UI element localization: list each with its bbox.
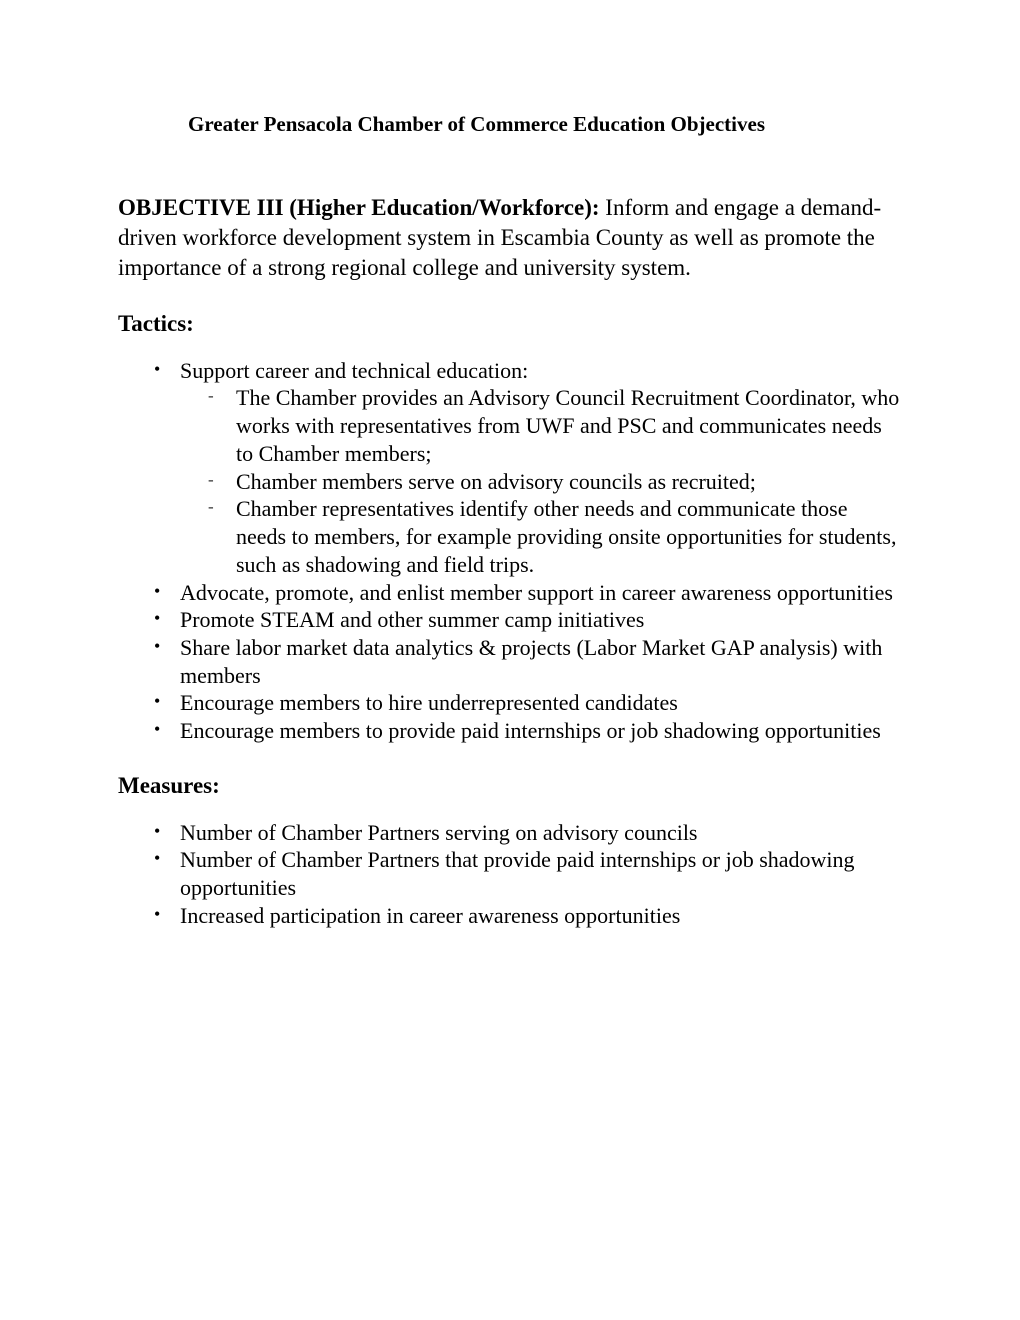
list-item — [118, 846, 902, 901]
list-item-text: Encourage members to provide paid internships or job shadowing opportunities — [180, 718, 881, 744]
list-item-text: Number of Chamber Partners that provide paid internships or job shadowing opportunities — [180, 847, 855, 901]
dash-icon: - — [208, 497, 214, 517]
sub-list-item-text: Chamber representatives identify other needs and communicate those needs to members, for example providing onsite opportunities for students, such as shadowing and field trips. — [236, 496, 897, 577]
list-item — [118, 634, 902, 689]
sub-list-item — [180, 495, 902, 578]
bullet-icon: • — [154, 608, 161, 629]
bullet-icon: • — [154, 719, 161, 740]
list-item — [118, 902, 902, 930]
spacer — [118, 283, 902, 309]
bullet-icon: • — [154, 848, 161, 869]
tactics-list — [118, 357, 902, 745]
list-item-text: Encourage members to hire underrepresented candidates — [180, 690, 678, 716]
sub-list-item-text: Chamber members serve on advisory councils as recruited; — [236, 468, 756, 494]
list-item — [118, 689, 902, 717]
list-item-text: Increased participation in career awareness opportunities — [180, 902, 681, 928]
bullet-icon: • — [154, 691, 161, 712]
spacer — [118, 137, 902, 193]
objective-body: Inform and engage a demand-driven workforce development system in Escambia County as well as promote the importance of a strong regional college and university system. — [118, 195, 882, 280]
list-item-text: Support career and technical education: — [180, 357, 529, 383]
list-item — [118, 357, 902, 579]
list-item — [118, 717, 902, 745]
tactics-sublist — [180, 384, 902, 578]
objective-paragraph — [118, 193, 902, 283]
bullet-icon: • — [154, 903, 161, 924]
list-item-text: Promote STEAM and other summer camp initiatives — [180, 607, 645, 633]
tactics-heading: Tactics: — [118, 310, 194, 336]
list-item-text: Number of Chamber Partners serving on advisory councils — [180, 819, 698, 845]
spacer — [118, 745, 902, 771]
list-item — [118, 606, 902, 634]
page-title: Greater Pensacola Chamber of Commerce Education Objectives — [188, 112, 765, 136]
dash-icon: - — [208, 469, 214, 489]
sub-list-item — [180, 468, 902, 496]
dash-icon: - — [208, 386, 214, 406]
sub-list-item-text: The Chamber provides an Advisory Council Recruitment Coordinator, who works with representatives from UWF and PSC and communicates needs to Chamber members; — [236, 385, 900, 466]
list-item-text: Advocate, promote, and enlist member support in career awareness opportunities — [180, 579, 893, 605]
sub-list-item — [180, 384, 902, 467]
bullet-icon: • — [154, 580, 161, 601]
measures-heading: Measures: — [118, 772, 220, 798]
bullet-icon: • — [154, 820, 161, 841]
list-item — [118, 579, 902, 607]
objective-label: OBJECTIVE III (Higher Education/Workforce): — [118, 195, 600, 221]
measures-list — [118, 819, 902, 930]
bullet-icon: • — [154, 635, 161, 656]
bullet-icon: • — [154, 358, 161, 379]
spacer — [118, 339, 902, 357]
spacer — [118, 801, 902, 819]
list-item-text: Share labor market data analytics & projects (Labor Market GAP analysis) with members — [180, 634, 883, 688]
list-item — [118, 819, 902, 847]
